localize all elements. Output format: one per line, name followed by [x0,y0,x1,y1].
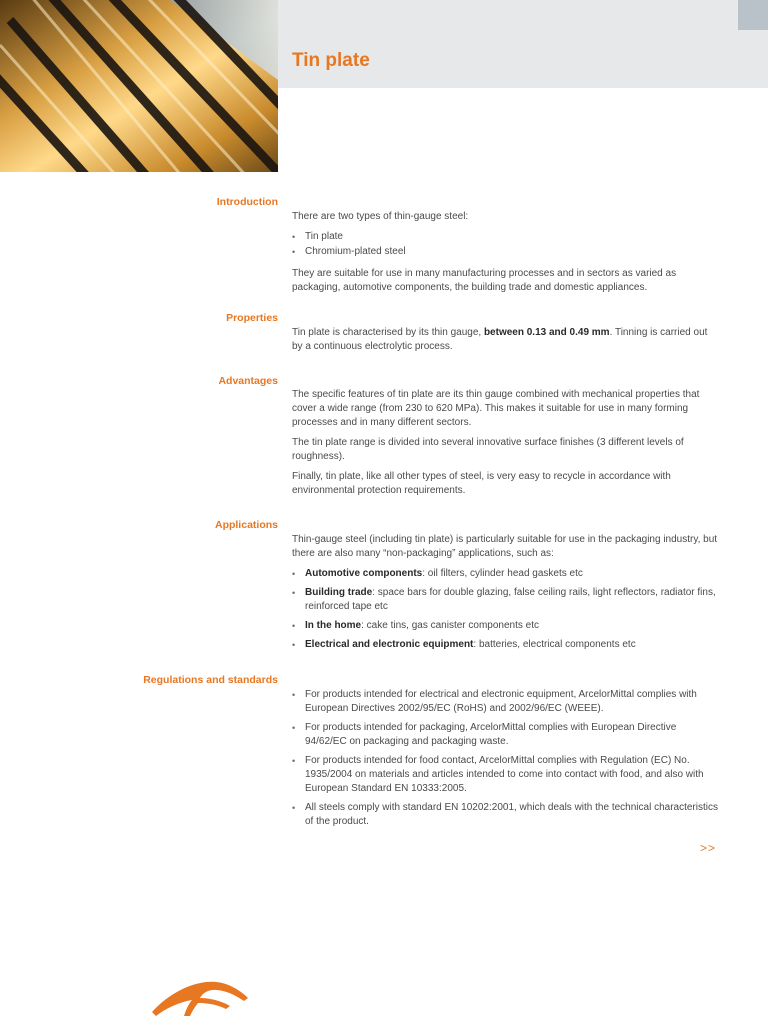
section-label-advantages: Advantages [218,375,278,387]
list-item: • In the home: cake tins, gas canister components etc [292,619,720,633]
page-title: Tin plate [292,50,370,71]
applications-paragraph: Thin-gauge steel (including tin plate) is particularly suitable for use in the packaging industry, but there are also many “non-packaging” applications, such as: [292,534,718,559]
intro-list [292,230,720,259]
hero-steel-image [0,0,278,172]
intro-paragraph: There are two types of thin-gauge steel: [292,211,469,222]
section-label-regulations: Regulations and standards [143,674,278,686]
list-item: • All steels comply with standard EN 10202:2001, which deals with the technical characteristics of the product. [292,801,720,829]
section-label-properties: Properties [226,312,278,324]
list-item: • Chromium-plated steel [292,245,720,259]
advantages-paragraph: The tin plate range is divided into several innovative surface finishes (3 different levels of roughness). [292,437,684,462]
list-item: • Building trade: space bars for double glazing, false ceiling rails, light reflectors, radiator fins, reinforced tape etc [292,586,720,614]
steel-strips-graphic [0,0,278,172]
list-item: • For products intended for food contact, ArcelorMittal complies with Regulation (EC) No. 1935/2004 on materials and articles intended to come into contact with food, and also with European Standard EN 10333:2005. [292,754,720,796]
advantages-paragraph: Finally, tin plate, like all other types of steel, is very easy to recycle in accordance with environmental protection requirements. [292,471,671,496]
regulations-list [292,688,720,829]
section-regulations [292,688,720,835]
applications-list [292,567,720,652]
list-item: • For products intended for packaging, ArcelorMittal complies with European Directive 94/62/EC on packaging and packaging waste. [292,721,720,749]
list-item: • Automotive components: oil filters, cylinder head gaskets etc [292,567,720,581]
title-band [278,0,768,88]
section-introduction [292,210,720,301]
intro-paragraph: They are suitable for use in many manufacturing processes and in sectors as varied as packaging, automotive components, the building trade and domestic appliances. [292,268,677,293]
list-item: • For products intended for electrical and electronic equipment, ArcelorMittal complies with European Directives 2002/95/EC (RoHS) and 2002/96/EC (WEEE). [292,688,720,716]
list-item: • Electrical and electronic equipment: batteries, electrical components etc [292,638,720,652]
arcelormittal-logo-icon [148,972,252,1023]
properties-paragraph: Tin plate is characterised by its thin gauge, between 0.13 and 0.49 mm. Tinning is carried out by a continuous electrolytic process. [292,327,708,352]
section-label-applications: Applications [214,519,278,531]
list-item: • Tin plate [292,230,720,244]
section-properties [292,326,720,360]
section-applications [292,533,720,658]
next-page-link[interactable]: >> [700,841,717,855]
advantages-paragraph: The specific features of tin plate are its thin gauge combined with mechanical properties that cover a wide range (from 230 to 620 MPa). This makes it suitable for use in many forming processes and in many different sectors. [292,389,700,428]
corner-tab [738,0,768,30]
section-advantages [292,388,720,504]
section-label-introduction: Introduction [216,196,278,208]
